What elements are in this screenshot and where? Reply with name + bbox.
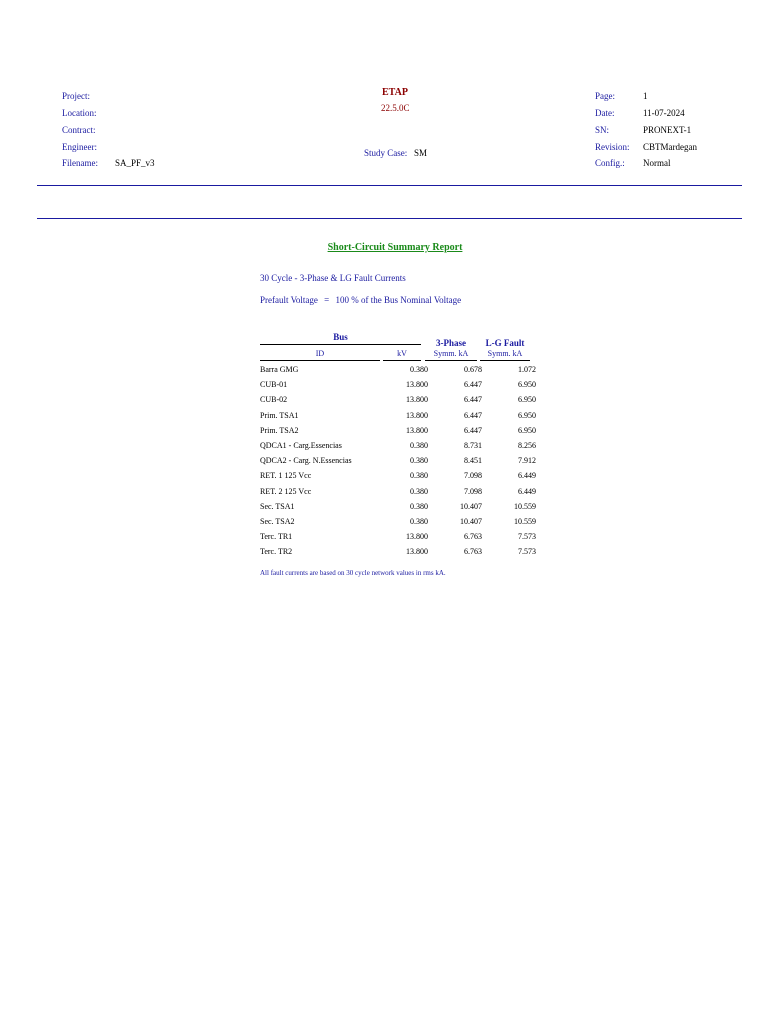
bus-header-rule xyxy=(260,344,421,345)
bus-id-cell: Prim. TSA2 xyxy=(260,425,299,435)
engineer-label: Engineer: xyxy=(62,142,97,152)
kv-cell: 0.380 xyxy=(410,517,428,526)
lg-header-rule xyxy=(480,360,530,361)
table-row xyxy=(260,532,540,547)
three-phase-cell: 10.407 xyxy=(460,501,482,511)
bus-id-cell: CUB-02 xyxy=(260,395,288,405)
filename-label: Filename: xyxy=(62,158,98,168)
bus-id-cell: Prim. TSA1 xyxy=(260,410,299,420)
prefault-label: Prefault Voltage xyxy=(260,295,318,305)
three-phase-cell: 10.407 xyxy=(460,517,482,526)
bus-id-cell: RET. 1 125 Vcc xyxy=(260,471,312,481)
sn-value: PRONEXT-1 xyxy=(643,125,692,135)
three-phase-cell: 6.447 xyxy=(464,410,482,420)
app-version: 22.5.0C xyxy=(381,103,410,113)
bus-id-cell: Sec. TSA1 xyxy=(260,501,295,511)
lg-fault-cell: 10.559 xyxy=(514,501,536,511)
header-divider-bottom xyxy=(37,218,742,219)
date-label: Date: xyxy=(595,108,615,118)
col-kv-header: kV xyxy=(397,349,407,358)
page-value: 1 xyxy=(643,91,648,101)
table-row xyxy=(260,411,540,426)
prefault-equals: = xyxy=(324,295,330,305)
lg-fault-cell: 6.950 xyxy=(518,410,536,420)
prefault-line xyxy=(260,295,461,305)
kv-cell: 0.380 xyxy=(410,486,428,496)
lg-fault-cell: 7.573 xyxy=(518,532,536,542)
table-row xyxy=(260,456,540,471)
kv-header-rule xyxy=(383,360,421,361)
footnote: All fault currents are based on 30 cycle network values in rms kA. xyxy=(260,569,446,577)
col-id-header: ID xyxy=(315,349,325,358)
three-phase-cell: 6.763 xyxy=(464,532,482,542)
bus-id-cell: Sec. TSA2 xyxy=(260,517,295,526)
study-case-value: SM xyxy=(414,148,428,158)
three-phase-cell: 8.731 xyxy=(464,441,482,450)
prefault-value: 100 % of the Bus Nominal Voltage xyxy=(335,295,462,305)
bus-id-cell: Barra GMG xyxy=(260,365,299,374)
three-phase-cell: 7.098 xyxy=(464,486,482,496)
table-row xyxy=(260,441,540,456)
kv-cell: 13.800 xyxy=(406,532,428,542)
kv-cell: 13.800 xyxy=(406,410,428,420)
revision-value: CBTMardegan xyxy=(643,142,697,152)
three-phase-cell: 8.451 xyxy=(464,456,482,466)
lg-fault-cell: 7.573 xyxy=(518,547,536,557)
contract-label: Contract: xyxy=(62,125,96,135)
table-row xyxy=(260,517,540,532)
app-name: ETAP xyxy=(382,87,408,98)
bus-id-cell: QDCA2 - Carg. N.Essencias xyxy=(260,456,352,466)
three-phase-cell: 6.447 xyxy=(464,380,482,390)
table-row xyxy=(260,395,540,410)
report-title: Short-Circuit Summary Report xyxy=(327,242,463,253)
lg-fault-cell: 6.950 xyxy=(518,425,536,435)
table-row xyxy=(260,487,540,502)
table-row xyxy=(260,471,540,486)
lg-fault-cell: 10.559 xyxy=(514,517,536,526)
table-row xyxy=(260,502,540,517)
three-phase-cell: 7.098 xyxy=(464,471,482,481)
three-phase-cell: 6.447 xyxy=(464,395,482,405)
col-bus-header: Bus xyxy=(333,332,348,342)
kv-cell: 0.380 xyxy=(410,471,428,481)
col-lg-sub: Symm. kA xyxy=(487,349,523,358)
col-lg-header: L-G Fault xyxy=(485,338,525,348)
three-phase-cell: 0.678 xyxy=(464,365,482,374)
table-row xyxy=(260,380,540,395)
3phase-header-rule xyxy=(425,360,477,361)
lg-fault-cell: 6.449 xyxy=(518,486,536,496)
study-case-label: Study Case: xyxy=(364,148,408,158)
lg-fault-cell: 6.950 xyxy=(518,395,536,405)
location-label: Location: xyxy=(62,108,97,118)
bus-id-cell: QDCA1 - Carg.Essencias xyxy=(260,441,342,450)
lg-fault-cell: 1.072 xyxy=(518,365,536,374)
bus-id-cell: RET. 2 125 Vcc xyxy=(260,486,312,496)
kv-cell: 0.380 xyxy=(410,441,428,450)
kv-cell: 0.380 xyxy=(410,365,428,374)
lg-fault-cell: 6.449 xyxy=(518,471,536,481)
filename-value: SA_PF_v3 xyxy=(115,158,155,168)
kv-cell: 13.800 xyxy=(406,380,428,390)
kv-cell: 13.800 xyxy=(406,425,428,435)
bus-id-cell: Terc. TR2 xyxy=(260,547,293,557)
date-value: 11-07-2024 xyxy=(643,108,685,118)
bus-id-cell: Terc. TR1 xyxy=(260,532,293,542)
revision-label: Revision: xyxy=(595,142,630,152)
kv-cell: 13.800 xyxy=(406,547,428,557)
lg-fault-cell: 8.256 xyxy=(518,441,536,450)
col-3phase-header: 3-Phase xyxy=(436,338,466,348)
page-label: Page: xyxy=(595,91,615,101)
sn-label: SN: xyxy=(595,125,610,135)
config-label: Config.: xyxy=(595,158,625,168)
three-phase-cell: 6.447 xyxy=(464,425,482,435)
config-value: Normal xyxy=(643,158,671,168)
kv-cell: 0.380 xyxy=(410,501,428,511)
bus-id-cell: CUB-01 xyxy=(260,380,288,390)
lg-fault-cell: 6.950 xyxy=(518,380,536,390)
results-table-body xyxy=(260,365,540,565)
kv-cell: 0.380 xyxy=(410,456,428,466)
lg-fault-cell: 7.912 xyxy=(518,456,536,466)
report-subtitle: 30 Cycle - 3-Phase & LG Fault Currents xyxy=(260,273,406,283)
project-label: Project: xyxy=(62,91,90,101)
table-row xyxy=(260,426,540,441)
table-row xyxy=(260,547,540,562)
col-3phase-sub: Symm. kA xyxy=(433,349,469,358)
three-phase-cell: 6.763 xyxy=(464,547,482,557)
id-header-rule xyxy=(260,360,380,361)
kv-cell: 13.800 xyxy=(406,395,428,405)
header-divider-top xyxy=(37,185,742,186)
table-row xyxy=(260,365,540,380)
